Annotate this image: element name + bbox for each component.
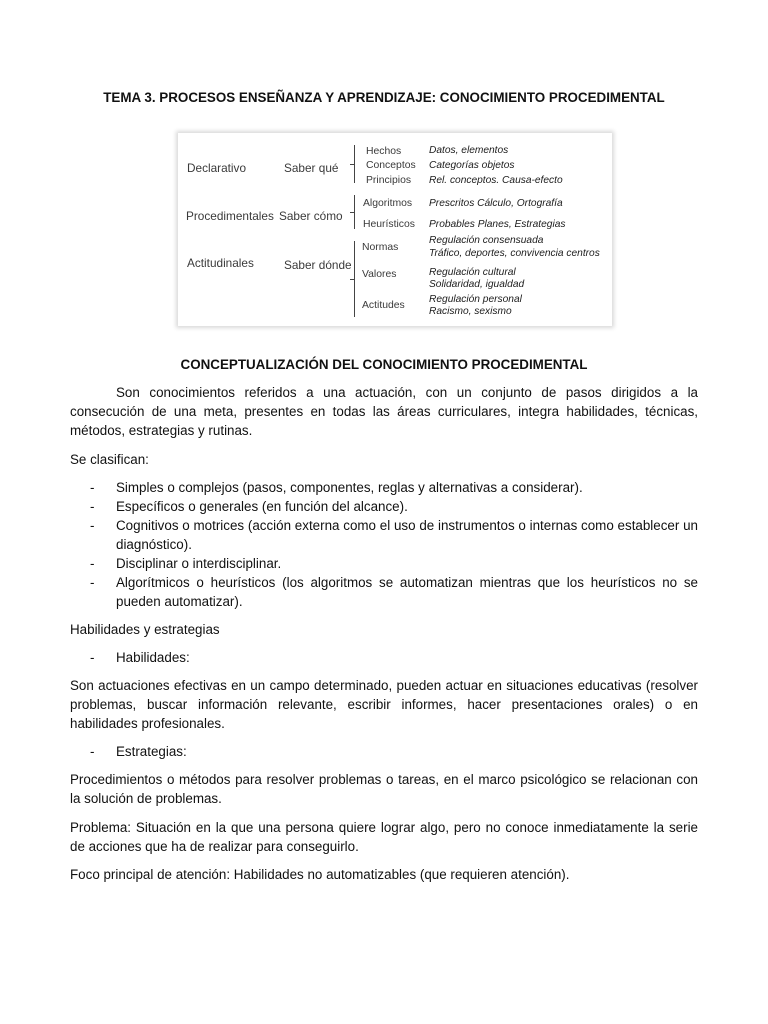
figure-example-principios: Rel. conceptos. Causa-efecto <box>429 175 563 186</box>
figure-brace <box>354 145 355 183</box>
figure-item-valores: Valores <box>362 269 397 280</box>
list-item <box>70 478 698 497</box>
figure-brace <box>354 241 355 317</box>
dash-bullet: - <box>90 650 95 665</box>
habilidades-list <box>70 648 698 667</box>
list-item <box>70 497 698 516</box>
list-item <box>70 742 698 761</box>
figure-verb-saber-donde: Saber dónde <box>284 258 352 272</box>
classify-list <box>70 478 698 611</box>
dash-bullet: - <box>90 556 95 571</box>
page-title: TEMA 3. PROCESOS ENSEÑANZA Y APRENDIZAJE: CONOCIMIENTO PROCEDIMENTAL <box>103 90 665 105</box>
dash-bullet: - <box>90 744 95 759</box>
figure-item-normas: Normas <box>362 242 399 253</box>
figure-example-valores: Regulación cultural <box>429 267 516 278</box>
figure-category-actitudinales: Actitudinales <box>187 256 254 270</box>
list-item <box>70 516 698 554</box>
estrategias-list <box>70 742 698 761</box>
figure-item-hechos: Hechos <box>366 146 402 157</box>
figure-example-heuristicos: Probables Planes, Estrategias <box>429 219 566 230</box>
figure-item-conceptos: Conceptos <box>366 160 416 171</box>
habilidades-paragraph: Son actuaciones efectivas en un campo determinado, pueden actuar en situaciones educativas (resolver problemas, buscar información relevante, escribir informes, hacer presentaciones orales) o en habilidades profesionales. <box>70 678 698 731</box>
list-item <box>70 573 698 611</box>
figure-example-conceptos: Categorías objetos <box>429 160 515 171</box>
list-item <box>70 554 698 573</box>
habilidades-label: Habilidades: <box>116 650 190 665</box>
figure-example-normas-2: Tráfico, deportes, convivencia centros <box>429 248 600 259</box>
figure-category-procedimentales: Procedimentales <box>186 209 274 223</box>
dash-bullet: - <box>90 518 95 533</box>
skills-heading: Habilidades y estrategias <box>70 622 220 637</box>
foco-paragraph: Foco principal de atención: Habilidades no automatizables (que requieren atención). <box>70 867 570 882</box>
list-item-text: Simples o complejos (pasos, componentes, reglas y alternativas a considerar). <box>116 480 583 495</box>
estrategias-label: Estrategias: <box>116 744 187 759</box>
knowledge-types-figure <box>178 133 612 326</box>
dash-bullet: - <box>90 499 95 514</box>
dash-bullet: - <box>90 575 95 590</box>
list-item-text: Específicos o generales (en función del alcance). <box>116 499 408 514</box>
figure-item-heuristicos: Heurísticos <box>363 219 415 230</box>
list-item-text: Disciplinar o interdisciplinar. <box>116 556 282 571</box>
list-item-text: Cognitivos o motrices (acción externa como el uso de instrumentos o internas como establecer un diagnóstico). <box>116 518 698 552</box>
figure-example-actitudes-2: Racismo, sexismo <box>429 306 512 317</box>
figure-category-declarativo: Declarativo <box>187 161 247 175</box>
estrategias-paragraph: Procedimientos o métodos para resolver problemas o tareas, en el marco psicológico se relacionan con la solución de problemas. <box>70 772 698 806</box>
figure-example-normas: Regulación consensuada <box>429 235 544 246</box>
list-item-text: Algorítmicos o heurísticos (los algoritmos se automatizan mientras que los heurísticos no se pueden automatizar). <box>116 575 698 609</box>
figure-verb-saber-como: Saber cómo <box>279 209 343 223</box>
figure-brace <box>354 195 355 229</box>
figure-example-valores-2: Solidaridad, igualdad <box>429 279 525 290</box>
figure-item-algoritmos: Algoritmos <box>363 198 413 209</box>
figure-example-actitudes: Regulación personal <box>429 294 522 305</box>
problema-paragraph: Problema: Situación en la que una persona quiere lograr algo, pero no conoce inmediatamente la serie de acciones que ha de realizar para conseguirlo. <box>70 820 698 854</box>
intro-paragraph: Son conocimientos referidos a una actuación, con un conjunto de pasos dirigidos a la consecución de una meta, presentes en todas las áreas curriculares, integra habilidades, técnicas, métodos, estrategias y rutinas. <box>70 385 698 438</box>
section-title: CONCEPTUALIZACIÓN DEL CONOCIMIENTO PROCEDIMENTAL <box>180 357 588 372</box>
figure-verb-saber-que: Saber qué <box>284 161 339 175</box>
figure-item-principios: Principios <box>366 175 412 186</box>
list-item <box>70 648 698 667</box>
dash-bullet: - <box>90 480 95 495</box>
figure-example-algoritmos: Prescritos Cálculo, Ortografía <box>429 198 563 209</box>
figure-item-actitudes: Actitudes <box>362 300 405 311</box>
classify-heading: Se clasifican: <box>70 452 149 467</box>
figure-example-hechos: Datos, elementos <box>429 145 509 156</box>
